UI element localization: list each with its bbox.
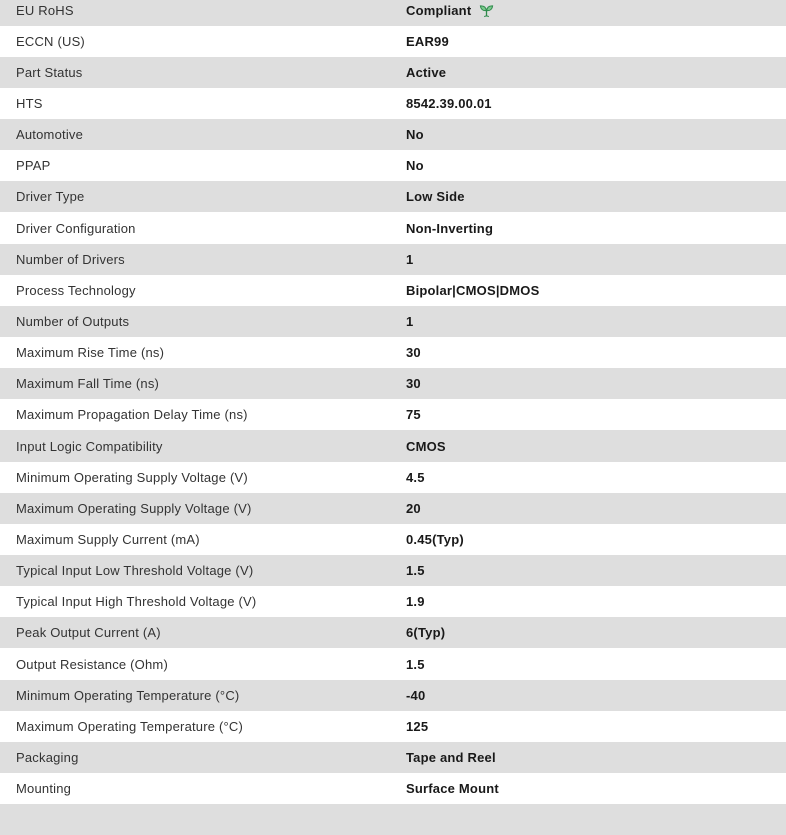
attribute-value: Tape and Reel bbox=[406, 749, 496, 765]
attribute-name: Maximum Fall Time (ns) bbox=[16, 376, 160, 392]
attribute-name: Automotive bbox=[16, 127, 84, 143]
table-row bbox=[0, 493, 786, 524]
table-row bbox=[0, 524, 786, 555]
attribute-value: 1 bbox=[406, 251, 414, 267]
table-row bbox=[0, 150, 786, 181]
attribute-value-cell bbox=[406, 688, 425, 703]
attribute-value: EAR99 bbox=[406, 33, 449, 49]
attribute-name: Maximum Operating Supply Voltage (V) bbox=[16, 500, 252, 516]
attribute-name: Peak Output Current (A) bbox=[16, 625, 161, 641]
attribute-value-cell bbox=[406, 3, 495, 18]
attribute-value-cell bbox=[406, 34, 449, 49]
attribute-value: 30 bbox=[406, 376, 421, 392]
attribute-name: Typical Input Low Threshold Voltage (V) bbox=[16, 563, 254, 579]
attribute-value-cell bbox=[406, 314, 413, 329]
attribute-name: Number of Outputs bbox=[16, 313, 130, 329]
attribute-name: Maximum Rise Time (ns) bbox=[16, 345, 165, 361]
table-row bbox=[0, 773, 786, 804]
attribute-name: Output Resistance (Ohm) bbox=[16, 656, 168, 672]
attribute-name: EU RoHS bbox=[16, 2, 74, 18]
attribute-value-cell bbox=[406, 625, 445, 640]
attribute-name: Mounting bbox=[16, 781, 72, 797]
attribute-name: Maximum Operating Temperature (°C) bbox=[16, 718, 244, 734]
attribute-name: Number of Drivers bbox=[16, 251, 125, 267]
attribute-name: PPAP bbox=[16, 158, 51, 174]
attribute-name: Driver Type bbox=[16, 189, 85, 205]
table-row bbox=[0, 742, 786, 773]
attribute-value: Compliant bbox=[406, 2, 472, 18]
attribute-value-cell bbox=[406, 221, 493, 236]
attribute-value: Low Side bbox=[406, 189, 465, 205]
attribute-name: Input Logic Compatibility bbox=[16, 438, 163, 454]
attribute-value: 75 bbox=[406, 407, 421, 423]
attribute-value: 1 bbox=[406, 313, 414, 329]
attribute-value-cell bbox=[406, 501, 421, 516]
attribute-value: 30 bbox=[406, 345, 421, 361]
attribute-value-cell bbox=[406, 781, 499, 796]
attribute-name: Maximum Propagation Delay Time (ns) bbox=[16, 407, 248, 423]
table-row bbox=[0, 181, 786, 212]
attribute-value: CMOS bbox=[406, 438, 446, 454]
attribute-value: 20 bbox=[406, 500, 421, 516]
attribute-value-cell bbox=[406, 65, 446, 80]
attribute-name: Maximum Supply Current (mA) bbox=[16, 531, 200, 547]
attribute-value: No bbox=[406, 158, 424, 174]
table-row bbox=[0, 462, 786, 493]
attribute-value-cell bbox=[406, 563, 425, 578]
attribute-name: Part Status bbox=[16, 64, 83, 80]
attribute-value: Surface Mount bbox=[406, 781, 499, 797]
table-row bbox=[0, 555, 786, 586]
attribute-value-cell bbox=[406, 594, 425, 609]
attribute-value: Non-Inverting bbox=[406, 220, 494, 236]
attribute-value-cell bbox=[406, 750, 496, 765]
attribute-value: 8542.39.00.01 bbox=[406, 95, 492, 111]
attribute-value-cell bbox=[406, 470, 425, 485]
attribute-value: Active bbox=[406, 64, 447, 80]
table-row bbox=[0, 430, 786, 461]
table-row bbox=[0, 275, 786, 306]
attribute-value-cell bbox=[406, 96, 492, 111]
leaf-icon bbox=[478, 4, 495, 18]
table-row bbox=[0, 26, 786, 57]
attribute-value-cell bbox=[406, 127, 424, 142]
attribute-value: 0.45(Typ) bbox=[406, 531, 464, 547]
attribute-value-cell bbox=[406, 283, 539, 298]
attribute-name: Driver Configuration bbox=[16, 220, 136, 236]
table-row bbox=[0, 711, 786, 742]
table-row bbox=[0, 306, 786, 337]
attribute-value-cell bbox=[406, 376, 421, 391]
attribute-name: Typical Input High Threshold Voltage (V) bbox=[16, 594, 257, 610]
table-row bbox=[0, 88, 786, 119]
attribute-value: 1.5 bbox=[406, 563, 425, 579]
attribute-value-cell bbox=[406, 158, 424, 173]
attribute-value: 1.5 bbox=[406, 656, 425, 672]
table-row bbox=[0, 212, 786, 243]
table-row bbox=[0, 648, 786, 679]
attribute-value-cell bbox=[406, 345, 421, 360]
table-row bbox=[0, 119, 786, 150]
attribute-name: ECCN (US) bbox=[16, 33, 85, 49]
table-row bbox=[0, 244, 786, 275]
attribute-value: 4.5 bbox=[406, 469, 425, 485]
table-row bbox=[0, 586, 786, 617]
attribute-value: Bipolar|CMOS|DMOS bbox=[406, 282, 540, 298]
attribute-value: No bbox=[406, 127, 424, 143]
table-row bbox=[0, 399, 786, 430]
attribute-value: 6(Typ) bbox=[406, 625, 446, 641]
attribute-value-cell bbox=[406, 719, 428, 734]
attribute-name: Process Technology bbox=[16, 282, 136, 298]
table-row bbox=[0, 680, 786, 711]
table-row bbox=[0, 368, 786, 399]
attribute-value-cell bbox=[406, 532, 464, 547]
attribute-value-cell bbox=[406, 189, 465, 204]
table-row bbox=[0, 0, 786, 26]
table-row bbox=[0, 337, 786, 368]
attribute-value-cell bbox=[406, 439, 446, 454]
attribute-value: -40 bbox=[406, 687, 426, 703]
attribute-value-cell bbox=[406, 252, 413, 267]
attribute-value: 1.9 bbox=[406, 594, 425, 610]
table-row bbox=[0, 57, 786, 88]
table-row bbox=[0, 617, 786, 648]
table-row-partial bbox=[0, 804, 786, 835]
attribute-name: Packaging bbox=[16, 749, 79, 765]
attribute-name: Minimum Operating Temperature (°C) bbox=[16, 687, 240, 703]
attribute-value: 125 bbox=[406, 718, 429, 734]
attribute-name: Minimum Operating Supply Voltage (V) bbox=[16, 469, 248, 485]
attribute-value-cell bbox=[406, 657, 425, 672]
attribute-value-cell bbox=[406, 407, 421, 422]
attribute-name: HTS bbox=[16, 95, 43, 111]
